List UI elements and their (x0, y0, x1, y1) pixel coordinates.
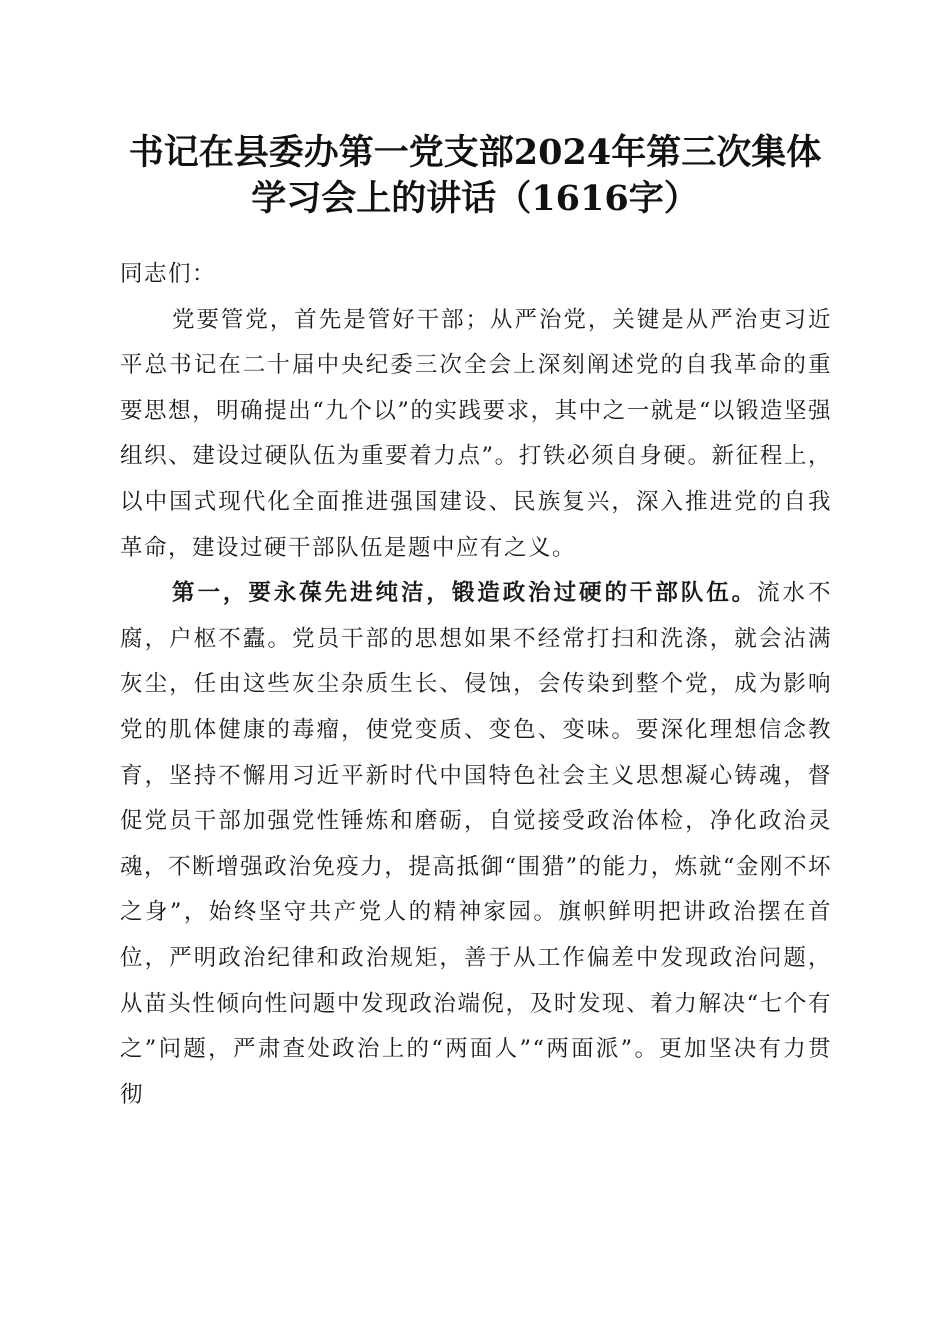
paragraph-2-lead: 第一，要永葆先进纯洁，锻造政治过硬的干部队伍。 (172, 580, 758, 607)
paragraph-1: 党要管党，首先是管好干部；从严治党，关键是从严治吏习近平总书记在二十届中央纪委三次全会上深刻阐述党的自我革命的重要思想，明确提出“九个以”的实践要求，其中之一就是“以锻造坚强组织、建设过硬队伍为重要着力点”。打铁必须自身硬。新征程上，以中国式现代化全面推进强国建设、民族复兴，深入推进党的自我革命，建设过硬干部队伍是题中应有之义。 (120, 306, 832, 561)
paragraph-2-text: 流水不腐，户枢不蠹。党员干部的思想如果不经常打扫和洗涤，就会沾满灰尘，任由这些灰尘杂质生长、侵蚀，会传染到整个党，成为影响党的肌体健康的毒瘤，使党变质、变色、变味。要深化理想信念教育，坚持不懈用习近平新时代中国特色社会主义思想凝心铸魂，督促党员干部加强党性锤炼和磨砺，自觉接受政治体检，净化政治灵魂，不断增强政治免疫力，提高抵御“围猎”的能力，炼就“金刚不坏之身”，始终坚守共产党人的精神家园。旗帜鲜明把讲政治摆在首位，严明政治纪律和政治规矩，善于从工作偏差中发现政治问题，从苗头性倾向性问题中发现政治端倪，及时发现、着力解决“七个有之”问题，严肃查处政治上的“两面人”“两面派”。更加坚决有力贯彻 (120, 580, 832, 1108)
title-line-2: 学习会上的讲话（1616字） (251, 178, 699, 219)
paragraph-2 (120, 571, 832, 1118)
title-line-1: 书记在县委办第一党支部2024年第三次集体 (128, 132, 822, 173)
document-title (80, 130, 870, 222)
salutation: 同志们： (120, 261, 217, 287)
document-body (120, 252, 832, 1118)
